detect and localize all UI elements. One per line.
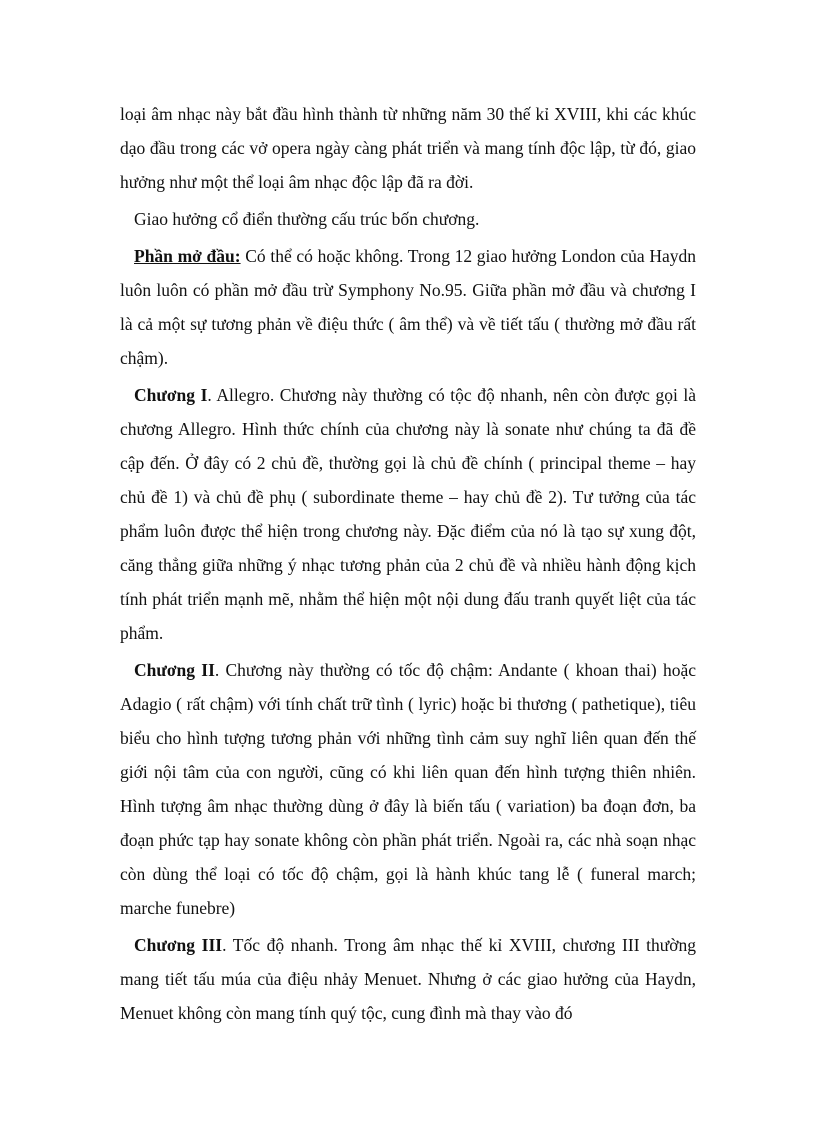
paragraph-movement-2 (120, 653, 696, 925)
section-heading-introduction: Phần mở đầu: (134, 246, 241, 266)
page-body (120, 97, 696, 1033)
paragraph-introduction-section (120, 239, 696, 375)
paragraph-text: Giao hưởng cổ điển thường cấu trúc bốn chương. (134, 209, 480, 229)
paragraph-text: Có thể có hoặc không. Trong 12 giao hưởng London của Haydn luôn luôn có phần mở đầu trừ Symphony No.95. Giữa phần mở đầu và chương I là cả một sự tương phản về điệu thức ( âm thể) và về tiết tấu ( thường mở đầu rất chậm). (120, 246, 696, 368)
paragraph-movement-1 (120, 378, 696, 650)
paragraph-text: loại âm nhạc này bắt đầu hình thành từ những năm 30 thế kỉ XVIII, khi các khúc dạo đầu trong các vở opera ngày càng phát triển và mang tính độc lập, từ đó, giao hưởng như một thể loại âm nhạc độc lập đã ra đời. (120, 104, 696, 192)
paragraph-movement-3 (120, 928, 696, 1030)
paragraph-text: . Chương này thường có tốc độ chậm: Andante ( khoan thai) hoặc Adagio ( rất chậm) với tính chất trữ tình ( lyric) hoặc bi thương ( pathetique), tiêu biểu cho hình tượng tương phản với những tình cảm suy nghĩ liên quan đến thế giới nội tâm của con người, cũng có khi liên quan đến hình tượng thiên nhiên. Hình tượng âm nhạc thường dùng ở đây là biến tấu ( variation) ba đoạn đơn, ba đoạn phức tạp hay sonate không còn phần phát triển. Ngoài ra, các nhà soạn nhạc còn dùng thể loại có tốc độ chậm, gọi là hành khúc tang lễ ( funeral march; marche funebre) (120, 660, 697, 918)
paragraph-text: . Tốc độ nhanh. Trong âm nhạc thế kỉ XVIII, chương III thường mang tiết tấu múa của điệu nhảy Menuet. Nhưng ở các giao hưởng của Haydn, Menuet không còn mang tính quý tộc, cung đình mà thay vào đó (120, 935, 696, 1023)
paragraph-intro-continuation (120, 97, 696, 199)
paragraph-structure (120, 202, 696, 236)
section-heading-movement-2: Chương II (134, 660, 215, 680)
paragraph-text: . Allegro. Chương này thường có tộc độ nhanh, nên còn được gọi là chương Allegro. Hình thức chính của chương này là sonate như chúng ta đã đề cập đến. Ở đây có 2 chủ đề, thường gọi là chủ đề chính ( principal theme – hay chủ đề 1) và chủ đề phụ ( subordinate theme – hay chủ đề 2). Tư tưởng của tác phẩm luôn được thể hiện trong chương này. Đặc điểm của nó là tạo sự xung đột, căng thẳng giữa những ý nhạc tương phản của 2 chủ đề và nhiều hành động kịch tính phát triển mạnh mẽ, nhằm thể hiện một nội dung đấu tranh quyết liệt của tác phẩm. (120, 385, 697, 643)
section-heading-movement-3: Chương III (134, 935, 223, 955)
section-heading-movement-1: Chương I (134, 385, 208, 405)
